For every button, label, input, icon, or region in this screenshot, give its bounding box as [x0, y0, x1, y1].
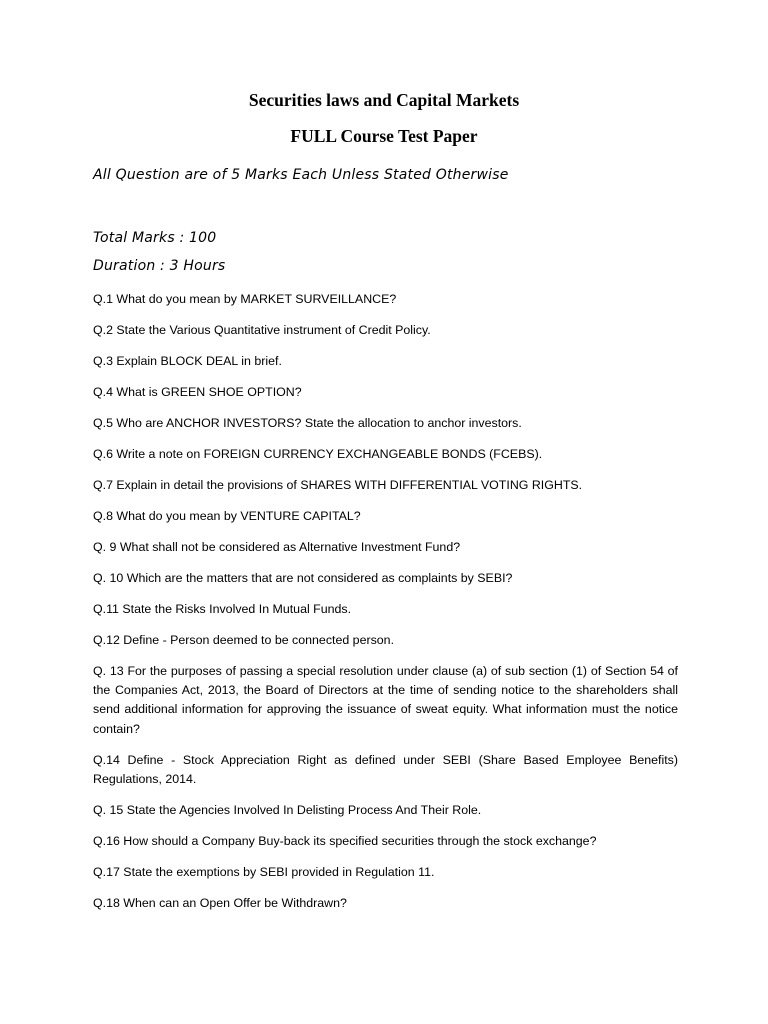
question-13: Q. 13 For the purposes of passing a special resolution under clause (a) of sub section (1) of Section 54 of the Companies Act, 2013, the Board of Directors at the time of sending notice to the shareholders shall send additional information for approving the issuance of sweat equity. What information must the notice contain? [93, 664, 678, 736]
question-6: Q.6 Write a note on FOREIGN CURRENCY EXCHANGEABLE BONDS (FCEBS). [93, 447, 543, 461]
question-16: Q.16 How should a Company Buy-back its specified securities through the stock exchange? [93, 833, 597, 848]
question-3: Q.3 Explain BLOCK DEAL in brief. [93, 354, 282, 368]
question-9: Q. 9 What shall not be considered as Alternative Investment Fund? [93, 540, 461, 554]
question-18: Q.18 When can an Open Offer be Withdrawn? [93, 895, 347, 910]
question-list [93, 290, 678, 925]
question-11: Q.11 State the Risks Involved In Mutual Funds. [93, 602, 352, 616]
question-4: Q.4 What is GREEN SHOE OPTION? [93, 385, 302, 399]
total-marks: Total Marks : 100 [93, 230, 217, 246]
question-1: Q.1 What do you mean by MARKET SURVEILLANCE? [93, 292, 397, 306]
question-17: Q.17 State the exemptions by SEBI provided in Regulation 11. [93, 864, 435, 879]
question-8: Q.8 What do you mean by VENTURE CAPITAL? [93, 509, 361, 523]
document-title: Securities laws and Capital Markets [248, 90, 520, 110]
question-7: Q.7 Explain in detail the provisions of SHARES WITH DIFFERENTIAL VOTING RIGHTS. [93, 478, 583, 492]
duration: Duration : 3 Hours [93, 258, 226, 274]
marks-note: All Question are of 5 Marks Each Unless Stated Otherwise [93, 167, 509, 183]
question-2: Q.2 State the Various Quantitative instrument of Credit Policy. [93, 323, 431, 337]
question-5: Q.5 Who are ANCHOR INVESTORS? State the allocation to anchor investors. [93, 416, 522, 430]
question-10: Q. 10 Which are the matters that are not considered as complaints by SEBI? [93, 571, 513, 585]
question-14: Q.14 Define - Stock Appreciation Right as defined under SEBI (Share Based Employee Benefits) Regulations, 2014. [93, 752, 678, 786]
question-15: Q. 15 State the Agencies Involved In Delisting Process And Their Role. [93, 802, 482, 817]
document-subtitle: FULL Course Test Paper [290, 126, 478, 146]
question-12: Q.12 Define - Person deemed to be connected person. [93, 633, 395, 647]
